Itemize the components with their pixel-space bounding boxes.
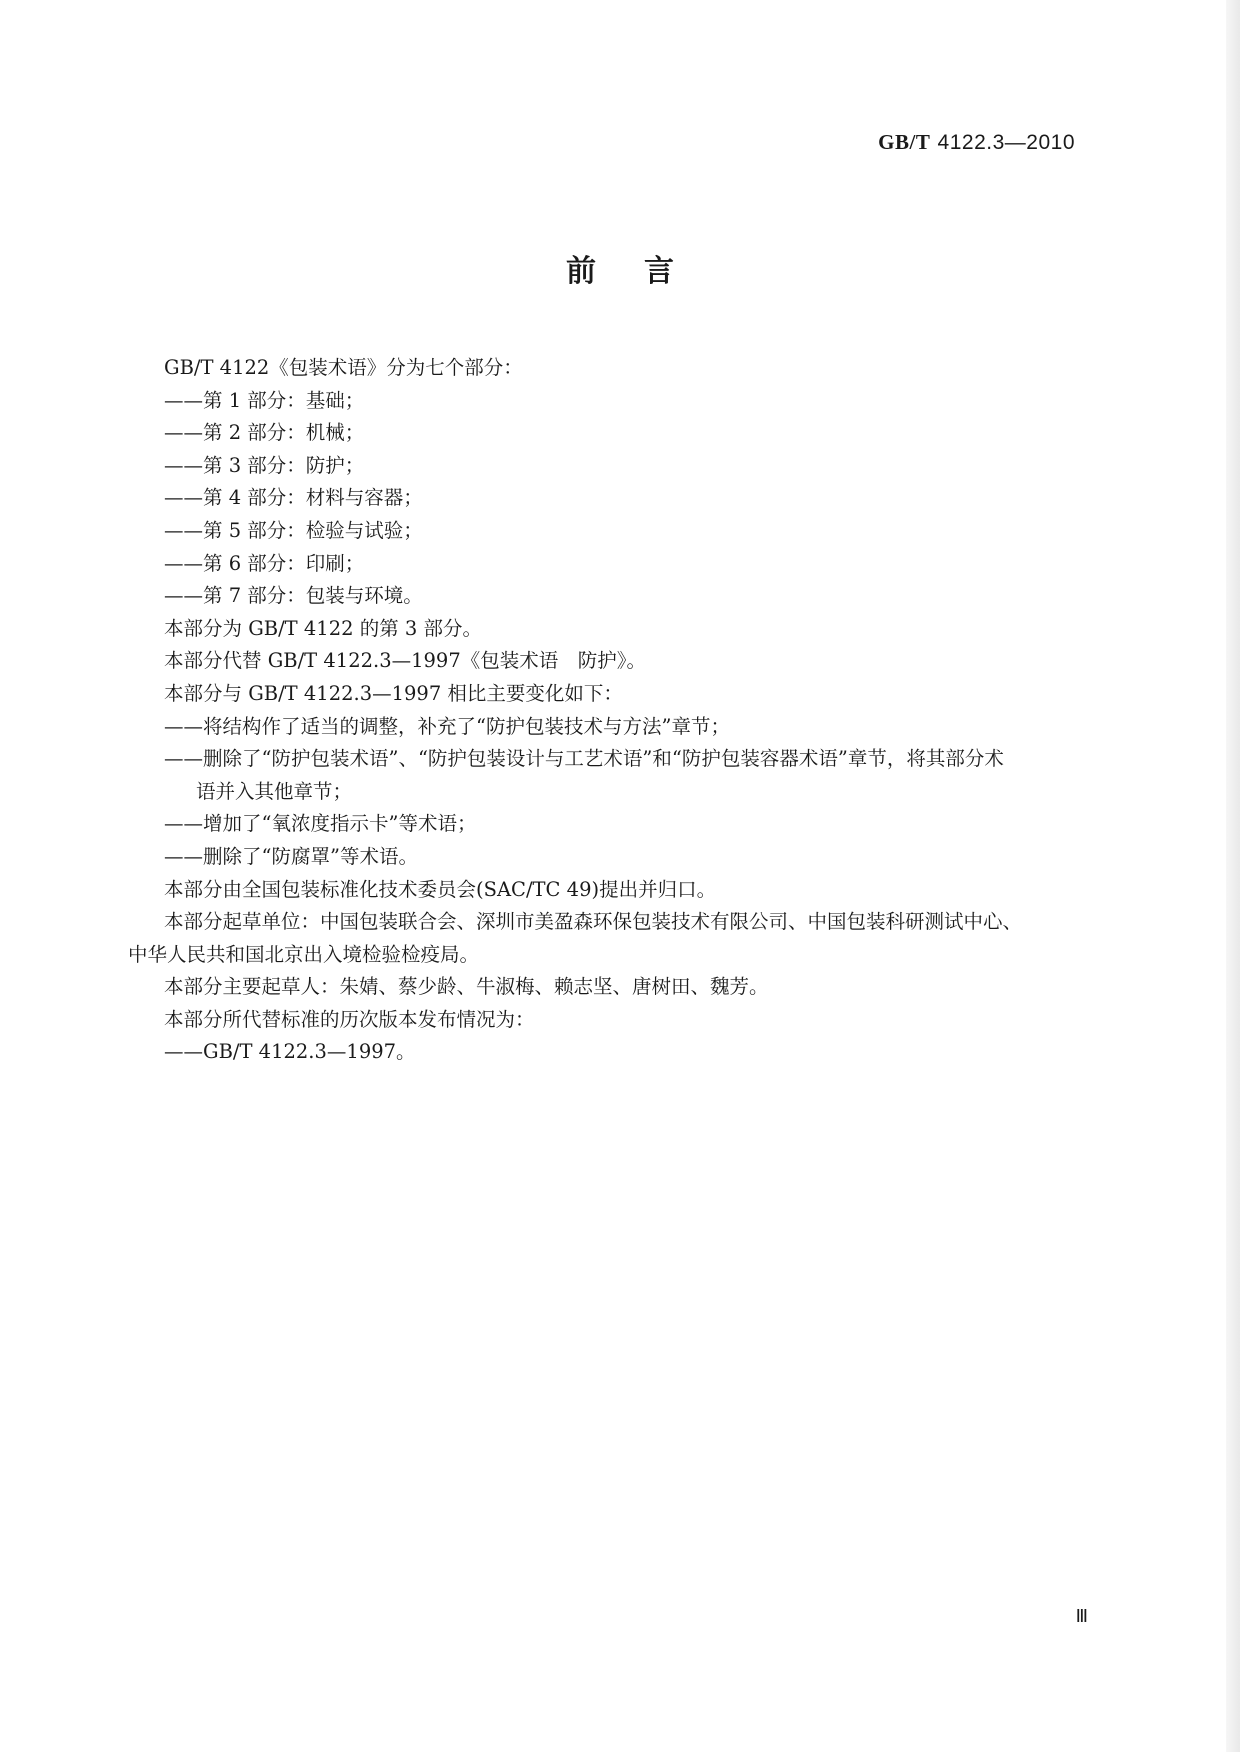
paragraph-proposer: 本部分由全国包装标准化技术委员会(SAC/TC 49)提出并归口。	[164, 877, 717, 901]
paragraph-parts-intro: GB/T 4122《包装术语》分为七个部分：	[164, 356, 523, 379]
change-item-1: ——将结构作了适当的调整，补充了“防护包装技术与方法”章节；	[164, 714, 730, 738]
foreword-body	[128, 352, 1088, 1069]
page-title: 前言	[566, 254, 722, 289]
standard-code-number: 4122.3—2010	[937, 131, 1075, 154]
paragraph-replaces: 本部分代替 GB/T 4122.3—1997《包装术语 防护》。	[164, 649, 646, 673]
page-number: Ⅲ	[1075, 1606, 1088, 1626]
change-item-4: ——删除了“防腐罩”等术语。	[164, 844, 418, 868]
change-item-3: ——增加了“氧浓度指示卡”等术语；	[164, 812, 477, 836]
part-item-3: ——第 3 部分：防护；	[164, 453, 365, 477]
standard-code	[878, 130, 1075, 155]
part-item-2: ——第 2 部分：机械；	[164, 421, 365, 445]
paragraph-this-part: 本部分为 GB/T 4122 的第 3 部分。	[164, 616, 483, 640]
part-item-6: ——第 6 部分：印刷；	[164, 551, 365, 575]
part-item-1: ——第 1 部分：基础；	[164, 388, 365, 412]
paragraph-changes-intro: 本部分与 GB/T 4122.3—1997 相比主要变化如下：	[164, 681, 623, 705]
paragraph-drafting-units-continued: 中华人民共和国北京出入境检验检疫局。	[128, 942, 480, 966]
part-item-7: ——第 7 部分：包装与环境。	[164, 584, 423, 608]
standard-code-prefix: GB/T	[878, 130, 931, 154]
paragraph-drafters: 本部分主要起草人：朱婧、蔡少龄、牛淑梅、赖志坚、唐树田、魏芳。	[164, 975, 769, 999]
paragraph-history-intro: 本部分所代替标准的历次版本发布情况为：	[164, 1007, 535, 1031]
part-item-4: ——第 4 部分：材料与容器；	[164, 486, 423, 510]
change-item-2: ——删除了“防护包装术语”、“防护包装设计与工艺术语”和“防护包装容器术语”章节，将其部分术	[164, 747, 1004, 771]
paragraph-drafting-units: 本部分起草单位：中国包装联合会、深圳市美盈森环保包装技术有限公司、中国包装科研测试中心、	[164, 910, 1023, 934]
part-item-5: ——第 5 部分：检验与试验；	[164, 518, 423, 542]
history-item-1: ——GB/T 4122.3—1997。	[164, 1040, 416, 1064]
change-item-2-continued: 语并入其他章节；	[196, 779, 353, 803]
